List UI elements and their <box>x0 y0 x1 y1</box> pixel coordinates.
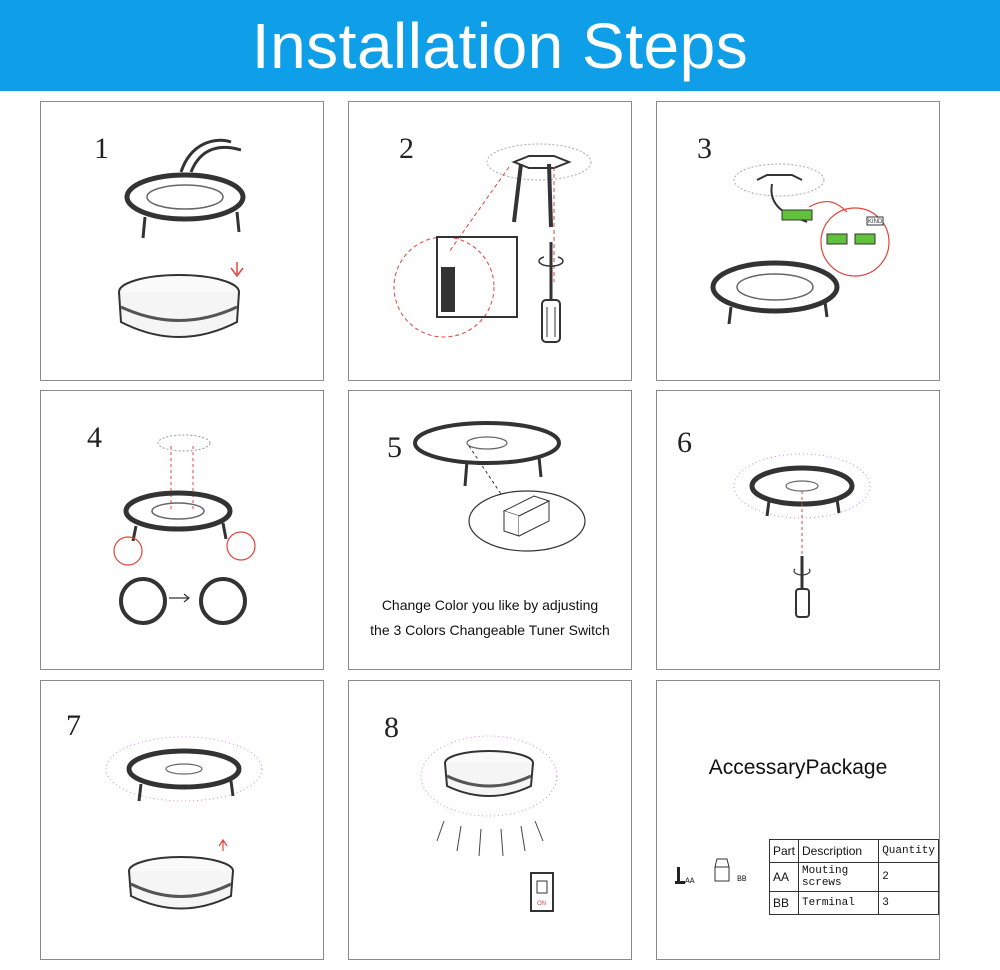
row-1-description: Mouting screws <box>799 863 879 892</box>
step-1-panel <box>40 101 324 381</box>
row-2-part: BB <box>770 892 799 915</box>
step-7-panel <box>40 680 324 960</box>
step-2-panel <box>348 101 632 381</box>
step-3-panel <box>656 101 940 381</box>
row-1-quantity: 2 <box>879 863 939 892</box>
caption-line-1: Change Color you like by adjusting <box>381 597 599 613</box>
step-8-number: 8 <box>384 711 399 744</box>
step-5-panel <box>348 390 632 670</box>
step-1-number: 1 <box>94 132 109 165</box>
table-row <box>770 892 939 915</box>
caption-line-2: the 3 Colors Changeable Tuner Switch <box>370 622 610 638</box>
step-7-number: 7 <box>66 709 81 742</box>
step-1-illustration <box>41 102 324 381</box>
table-header-row <box>770 840 939 863</box>
accessory-panel <box>656 680 940 960</box>
step-6-illustration <box>657 391 940 670</box>
header-quantity: Quantity <box>879 840 939 863</box>
step-2-number: 2 <box>399 132 414 165</box>
step-3-number: 3 <box>697 132 712 165</box>
accessory-title: AccessaryPackage <box>708 756 888 779</box>
accessory-items-illustration <box>657 681 940 960</box>
row-2-description: Terminal <box>799 892 879 915</box>
step-3-illustration <box>657 102 940 381</box>
step-8-illustration <box>349 681 632 960</box>
accessory-table <box>769 839 939 915</box>
step-5-caption <box>349 593 631 643</box>
step-4-illustration <box>41 391 324 670</box>
step-6-number: 6 <box>677 426 692 459</box>
step-7-illustration <box>41 681 324 960</box>
step-4-panel <box>40 390 324 670</box>
step-8-panel <box>348 680 632 960</box>
step-2-illustration <box>349 102 632 381</box>
row-1-part: AA <box>770 863 799 892</box>
row-2-quantity: 3 <box>879 892 939 915</box>
switch-on-label: ON <box>537 901 546 907</box>
kind-tag: KIND <box>868 219 883 225</box>
step-4-number: 4 <box>87 421 102 454</box>
step-5-number: 5 <box>387 431 402 464</box>
item-aa-label: AA <box>685 877 695 886</box>
header-description: Description <box>799 840 879 863</box>
step-6-panel <box>656 390 940 670</box>
table-row <box>770 863 939 892</box>
page-title: Installation Steps <box>251 9 749 82</box>
header-part: Part <box>770 840 799 863</box>
title-banner <box>0 0 1000 91</box>
item-bb-label: BB <box>737 875 747 884</box>
